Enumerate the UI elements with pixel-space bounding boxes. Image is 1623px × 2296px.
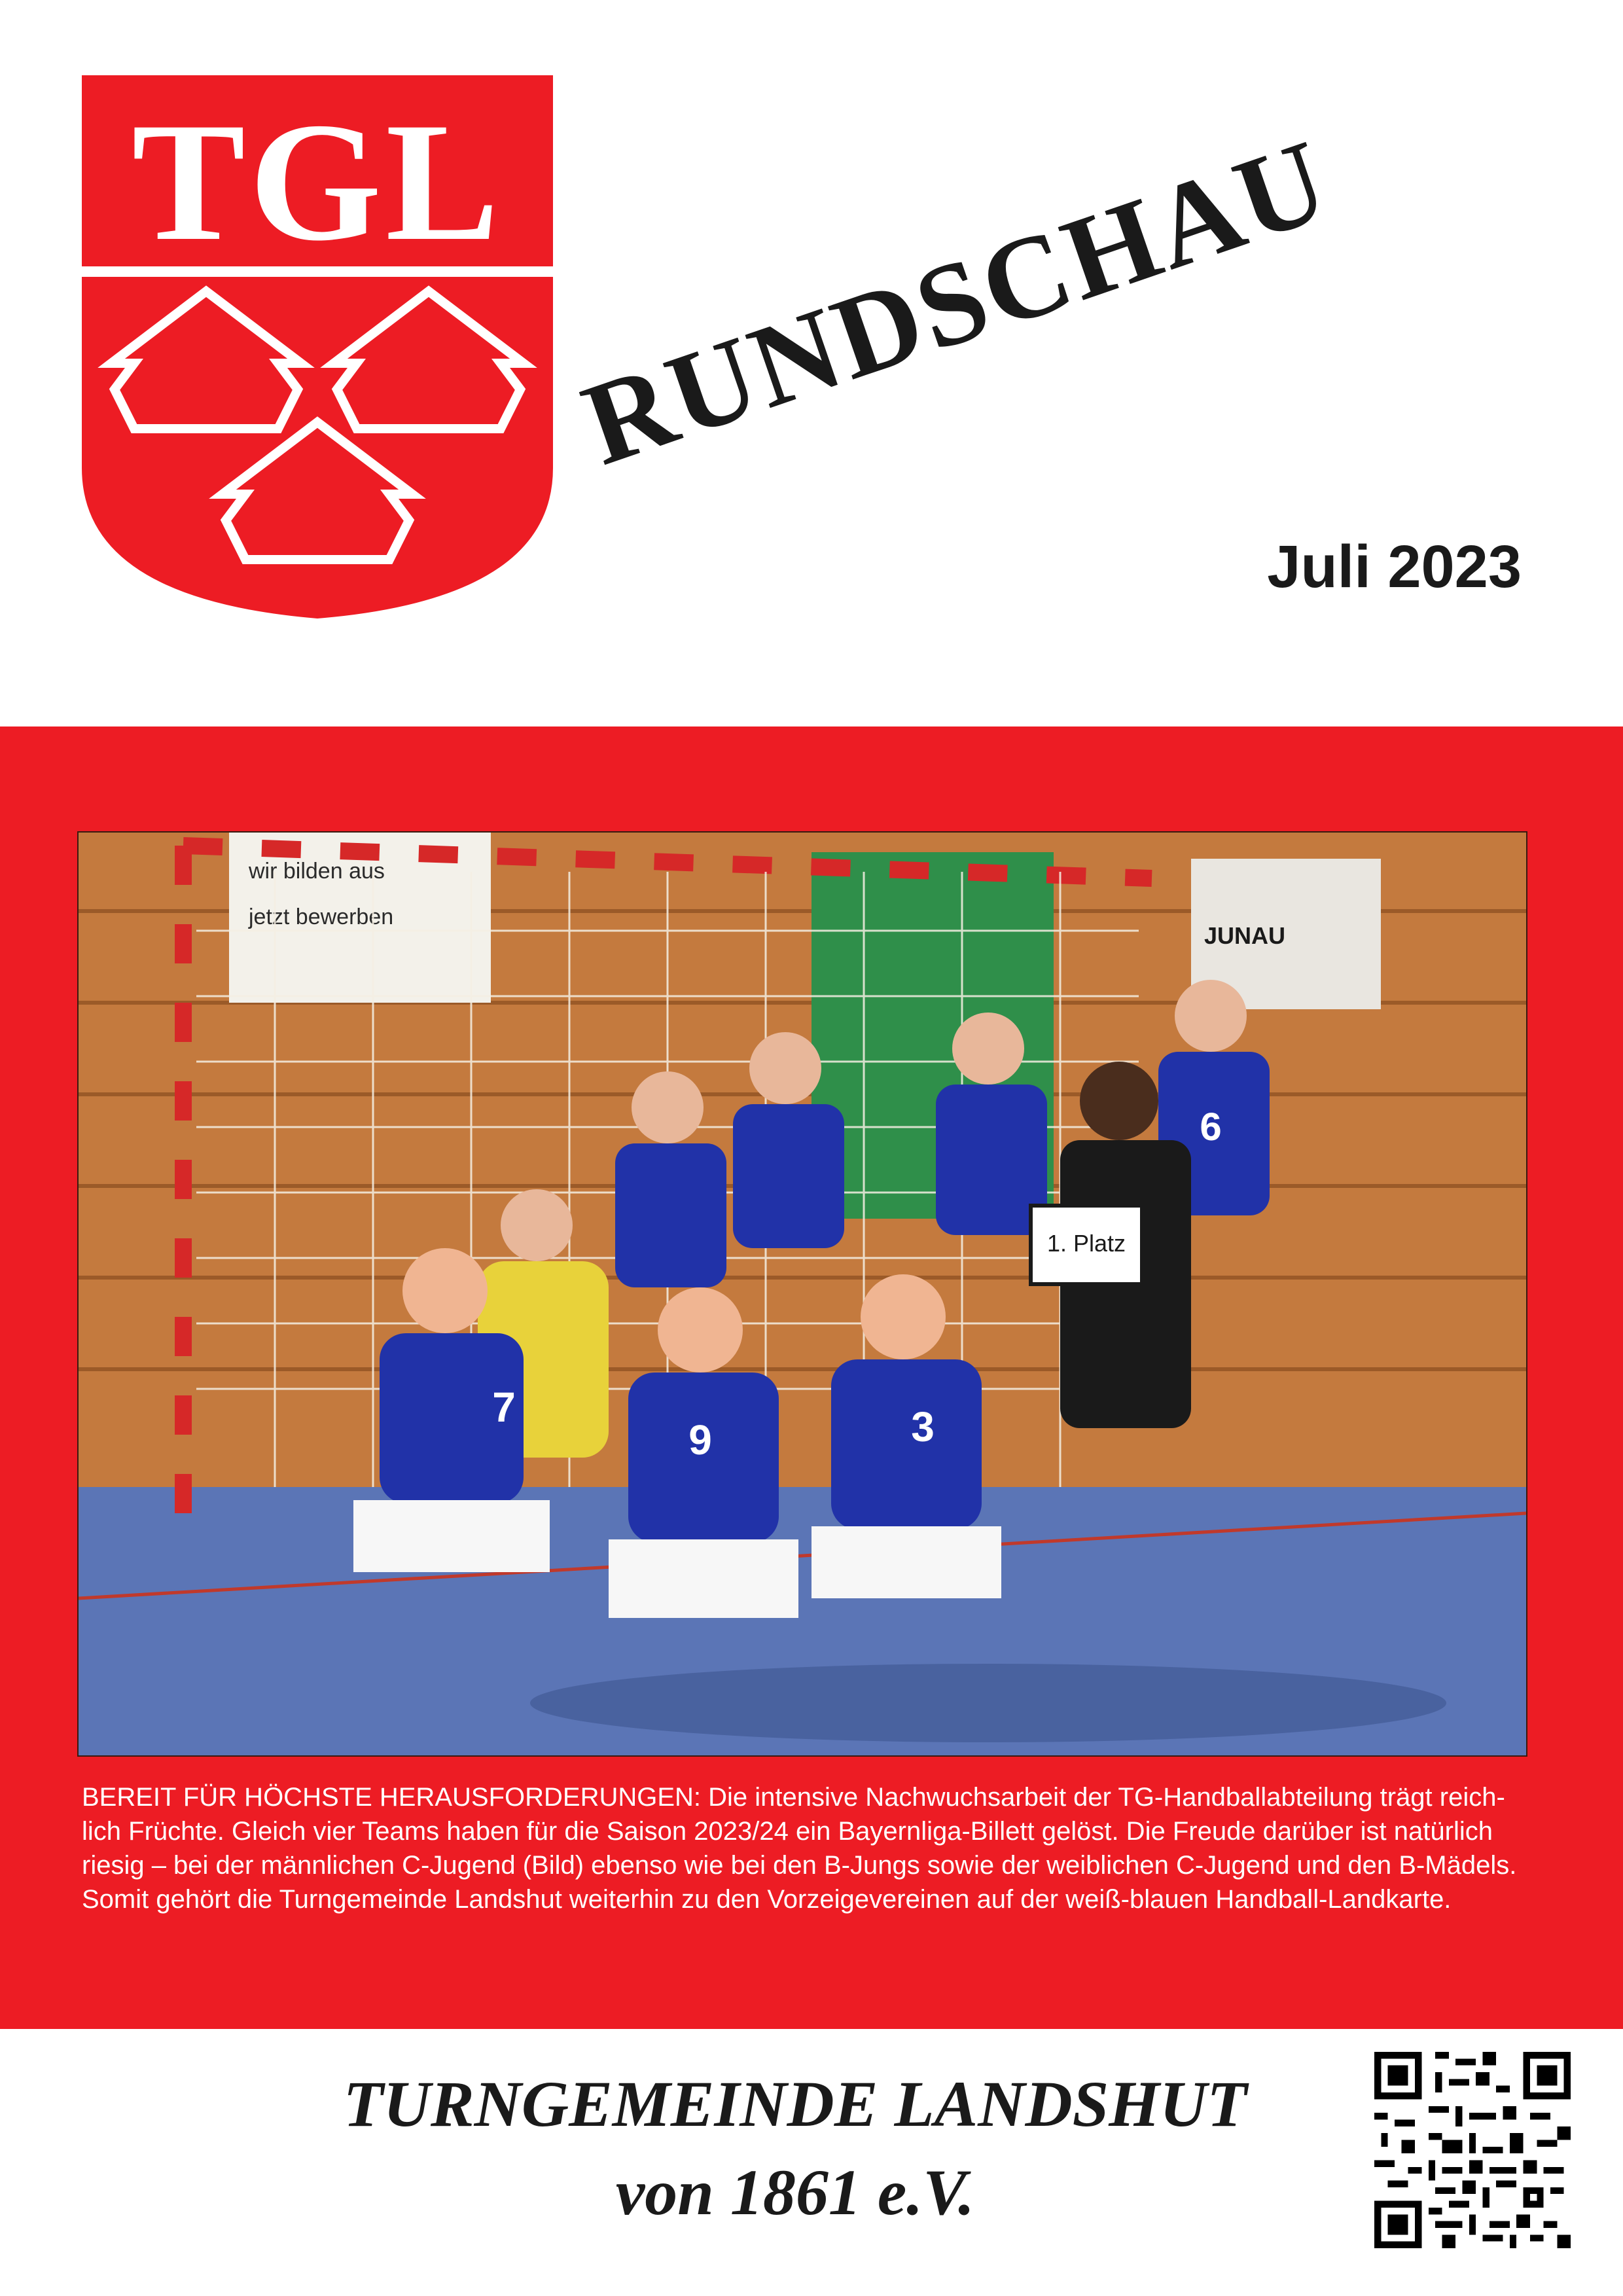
jersey-number-9: 9 [688,1416,712,1463]
club-since: von 1861 e.V. [615,2156,975,2229]
jersey-number-3: 3 [911,1403,935,1450]
jersey-number-7: 7 [492,1384,516,1431]
photo-sign-platz: 1. Platz [1046,1230,1126,1257]
team-photo [77,831,1527,1757]
photo-caption: BEREIT FÜR HÖCHSTE HERAUSFORDERUNGEN: Die intensive Nachwuchsarbeit der TG-Handballabteilung trägt reich-lich Früchte. Gleich vier Teams haben für die Saison 2023/24 ein Bayernliga-Billett gelöst. Die Freude darüber ist natürlich riesig – bei der männlichen C-Jugend (Bild) ebenso wie bei den B-Jungs sowie der weiblichen C-Jugend und den B-Mädels. Somit gehört die Turngemeinde Landshut weiterhin zu den Vorzeigevereinen auf der weiß-blauen Handball-Landkarte. [82,1783,1517,1914]
photo-sign-3: JUNAU [1204,922,1286,949]
qr-code-icon[interactable] [1374,2052,1571,2248]
photo-sign-1: wir bilden aus [249,859,385,884]
issue-date: Juli 2023 [1267,533,1522,600]
club-name: TURNGEMEINDE LANDSHUT [343,2068,1247,2140]
magazine-title: RUNDSCHAU [568,114,1345,490]
logo-text: TGL [132,88,503,276]
photo-sign-2: jetzt bewerben [249,905,394,929]
jersey-number-6: 6 [1200,1105,1222,1149]
tgl-logo [82,75,553,619]
